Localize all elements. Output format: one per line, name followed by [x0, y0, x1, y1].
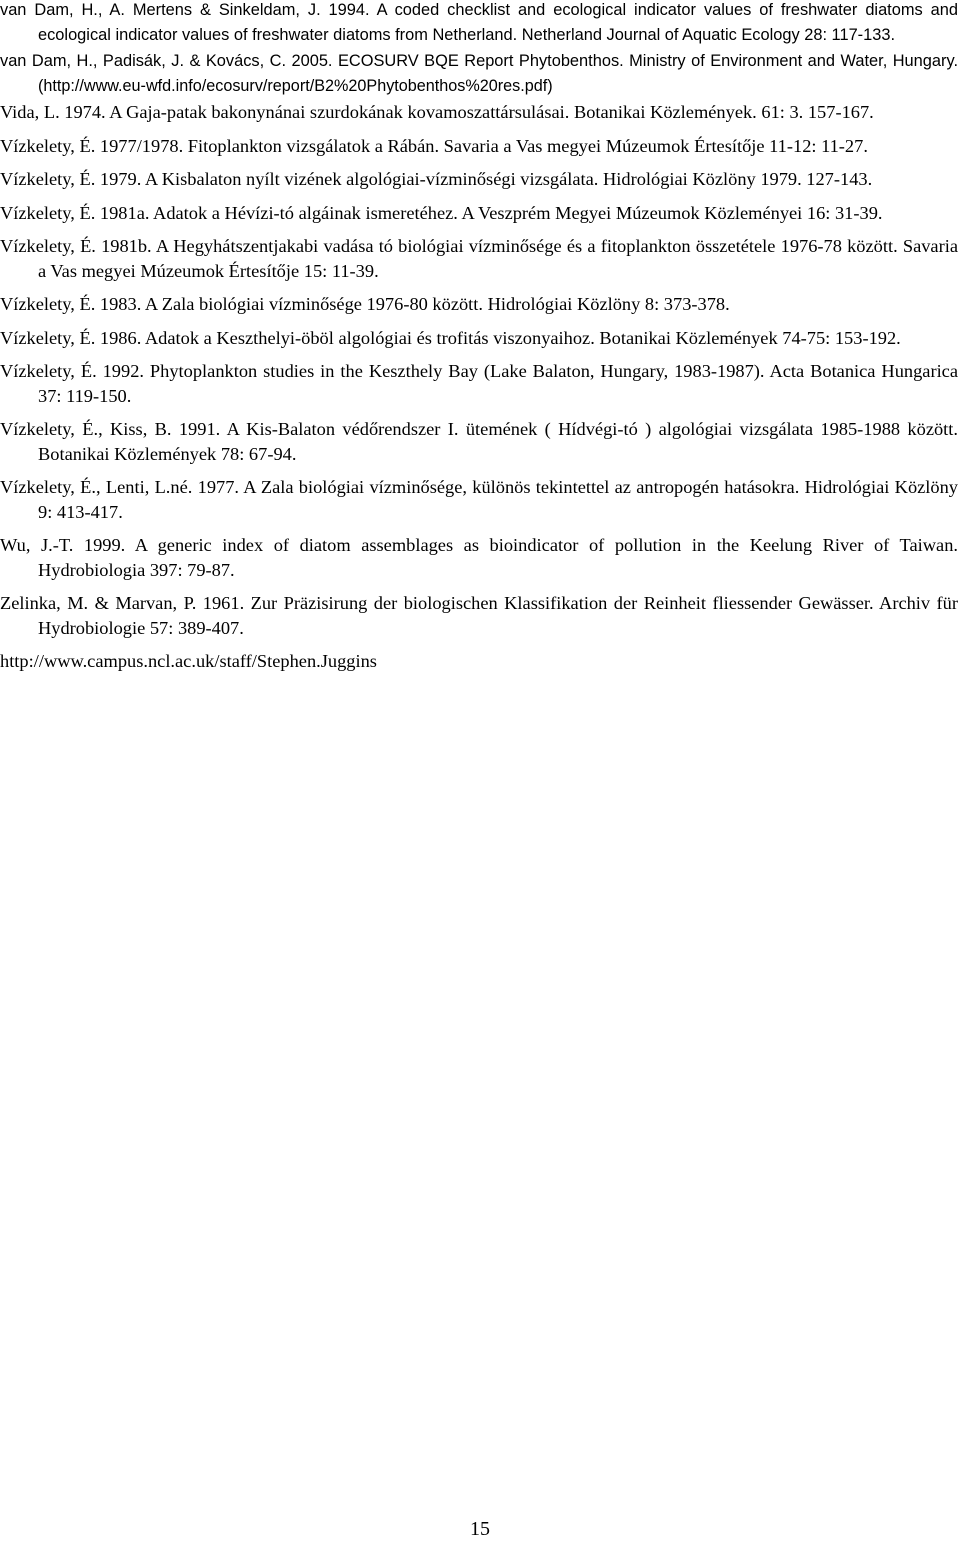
- reference-item: [0, 100, 958, 125]
- reference-text: Vízkelety, É. 1992. Phytoplankton studies in the Keszthely Bay (Lake Balaton, Hungary, 1983-1987). Acta Botanica Hungarica 37: 119-150.: [0, 361, 958, 406]
- reference-text: http://www.campus.ncl.ac.uk/staff/Stephen.Juggins: [0, 651, 377, 671]
- reference-item: [0, 475, 958, 524]
- reference-text: Vízkelety, É. 1979. A Kisbalaton nyílt vizének algológiai-vízminőségi vizsgálata. Hidrológiai Közlöny 1979. 127-143.: [0, 169, 873, 189]
- reference-text: Vízkelety, É. 1981a. Adatok a Hévízi-tó algáinak ismeretéhez. A Veszprém Megyei Múzeumok Közleményei 16: 31-39.: [0, 202, 883, 223]
- reference-text: Vízkelety, É. 1986. Adatok a Keszthelyi-öböl algológiai és trofitás viszonyaihoz. Botanikai Közlemények 74-75: 153-192.: [0, 327, 901, 348]
- reference-item: [0, 292, 958, 317]
- reference-item: [0, 201, 958, 226]
- reference-item: [0, 134, 958, 159]
- reference-text: Vízkelety, É. 1981b. A Hegyhátszentjakabi vadása tó biológiai vízminősége és a fitoplankton összetétele 1976-78 között. Savaria a Vas megyei Múzeumok Értesítője 15: 11-39.: [0, 236, 958, 281]
- reference-list: [0, 0, 958, 683]
- reference-text: van Dam, H., A. Mertens & Sinkeldam, J. 1994. A coded checklist and ecological indicator values of freshwater diatoms and ecological indicator values of freshwater diatoms from Netherland. Netherland Journal of Aquatic Ecology 28: 117-133.: [0, 1, 958, 44]
- reference-item: [0, 533, 958, 582]
- reference-item: [0, 649, 958, 674]
- reference-item: [0, 234, 958, 283]
- reference-text: Vida, L. 1974. A Gaja-patak bakonynánai szurdokának kovamoszattársulásai. Botanikai Közlemények. 61: 3. 157-167.: [0, 102, 874, 122]
- reference-text: Vízkelety, É. 1983. A Zala biológiai vízminősége 1976-80 között. Hidrológiai Közlöny 8: 373-378.: [0, 294, 730, 314]
- reference-item: [0, 326, 958, 351]
- reference-text: Vízkelety, É., Kiss, B. 1991. A Kis-Balaton védőrendszer I. ütemének ( Hídvégi-tó ) algológiai vizsgálata 1985-1988 között. Botanikai Közlemények 78: 67-94.: [0, 419, 958, 464]
- reference-item: [0, 167, 958, 192]
- reference-text: Vízkelety, É. 1977/1978. Fitoplankton vizsgálatok a Rábán. Savaria a Vas megyei Múzeumok Értesítője 11-12: 11-27.: [0, 135, 868, 156]
- reference-item: [0, 49, 958, 98]
- reference-text: Wu, J.-T. 1999. A generic index of diatom assemblages as bioindicator of pollution in the Keelung River of Taiwan. Hydrobiologia 397: 79-87.: [0, 535, 958, 580]
- reference-text: Vízkelety, É., Lenti, L.né. 1977. A Zala biológiai vízminősége, különös tekintettel az antropogén hatásokra. Hidrológiai Közlöny 9: 413-417.: [0, 477, 958, 522]
- reference-item: [0, 359, 958, 408]
- reference-item: [0, 591, 958, 640]
- reference-text: van Dam, H., Padisák, J. & Kovács, C. 2005. ECOSURV BQE Report Phytobenthos. Ministry of Environment and Water, Hungary.: [0, 52, 958, 70]
- reference-item: [0, 0, 958, 47]
- page-number: 15: [470, 1518, 490, 1540]
- reference-text: Zelinka, M. & Marvan, P. 1961. Zur Präzisirung der biologischen Klassifikation der Reinheit fliessender Gewässer. Archiv für Hydrobiologie 57: 389-407.: [0, 593, 958, 638]
- reference-item: [0, 417, 958, 466]
- reference-url: (http://www.eu-wfd.info/ecosurv/report/B2%20Phytobenthos%20res.pdf): [38, 76, 553, 95]
